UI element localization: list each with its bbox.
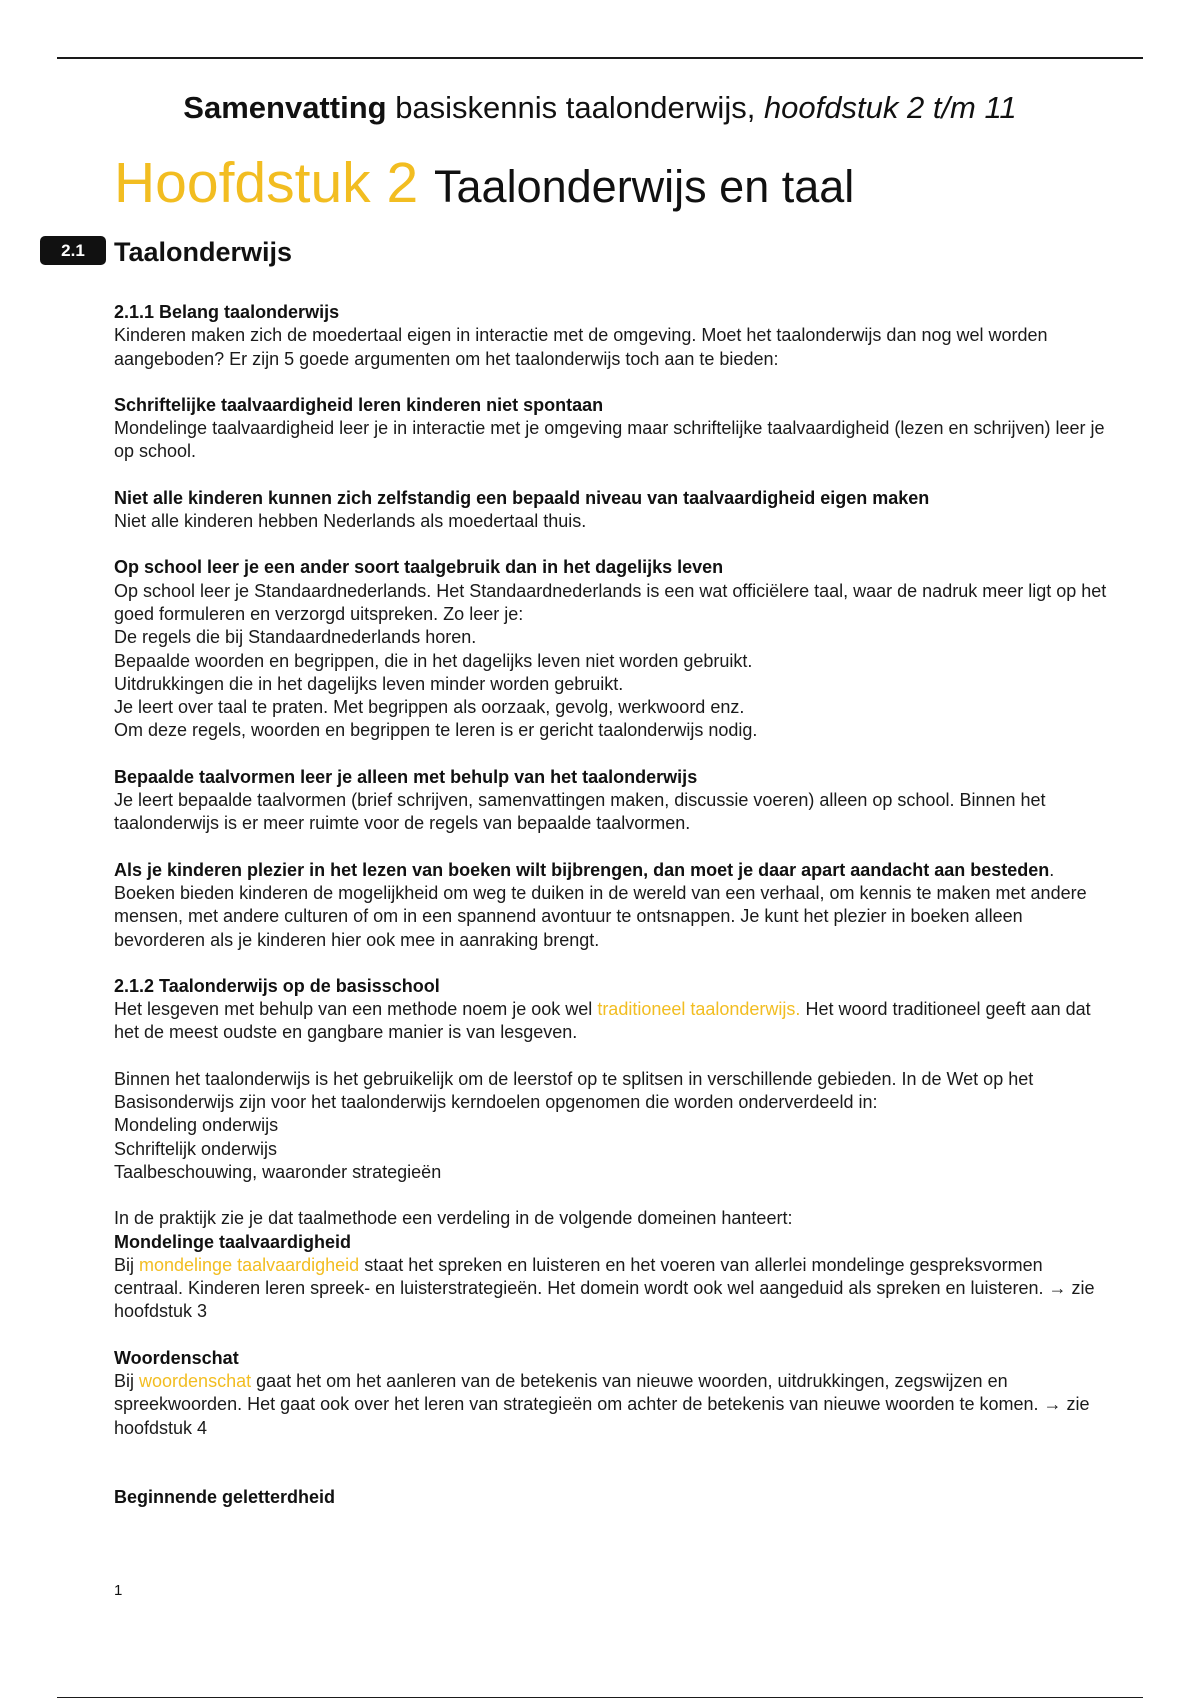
list-item: Om deze regels, woorden en begrippen te leren is er gericht taalonderwijs nodig. (114, 720, 758, 741)
list-item: Schriftelijk onderwijs (114, 1138, 278, 1159)
paragraph: Je leert bepaalde taalvormen (brief schrijven, samenvattingen maken, discussie voeren) alleen op school. Binnen het taalonderwijs is er meer ruimte voor de regels van bepaalde taalvormen. (114, 790, 1046, 834)
section-number-badge: 2.1 (40, 236, 106, 265)
list-item: Je leert over taal te praten. Met begrippen als oorzaak, gevolg, werkwoord enz. (114, 697, 745, 718)
text-run: Bij (114, 1370, 140, 1391)
bottom-rule (57, 1697, 1143, 1698)
argument-heading: Schriftelijke taalvaardigheid leren kinderen niet spontaan (114, 394, 604, 415)
argument-heading: Niet alle kinderen kunnen zich zelfstandig een bepaald niveau van taalvaardigheid eigen maken (114, 487, 930, 508)
list-item: De regels die bij Standaardnederlands horen. (114, 627, 477, 648)
paragraph (114, 1254, 1114, 1324)
text-run: gaat het om het aanleren van de betekenis van nieuwe woorden, uitdrukkingen, zegswijzen en spreekwoorden. Het gaat ook over het leren van strategieën om achter de betekenis van nieuwe woorden te komen. → zie hoofdstuk 4 (114, 1370, 1090, 1438)
domain-heading: Beginnende geletterdheid (114, 1486, 336, 1507)
highlight-term: mondelinge taalvaardigheid (139, 1254, 360, 1275)
domain-heading: Woordenschat (114, 1347, 239, 1368)
text-run: Het lesgeven met behulp van een methode noem je ook wel (114, 999, 598, 1020)
section-title: Taalonderwijs (114, 237, 293, 267)
highlight-term: woordenschat (139, 1370, 252, 1391)
subsection-heading: 2.1.2 Taalonderwijs op de basisschool (114, 975, 440, 996)
paragraph: Kinderen maken zich de moedertaal eigen in interactie met de omgeving. Moet het taalonderwijs dan nog wel worden aangeboden? Er zijn 5 goede argumenten om het taalonderwijs toch aan te bieden: (114, 325, 1048, 369)
argument-heading: Bepaalde taalvormen leer je alleen met behulp van het taalonderwijs (114, 766, 698, 787)
domain-heading: Mondelinge taalvaardigheid (114, 1231, 352, 1252)
list-item: Bepaalde woorden en begrippen, die in het dagelijks leven niet worden gebruikt. (114, 650, 753, 671)
list-item: Mondeling onderwijs (114, 1115, 279, 1136)
paragraph: Niet alle kinderen hebben Nederlands als moedertaal thuis. (114, 511, 587, 532)
top-rule (57, 57, 1143, 59)
document-body (114, 301, 1114, 1509)
paragraph: Op school leer je Standaardnederlands. Het Standaardnederlands is een wat officiëlere taal, waar de nadruk meer ligt op het goed formuleren en verzorgd uitspreken. Zo leer je: (114, 580, 1107, 624)
text-run: staat het spreken en luisteren en het voeren van allerlei mondelinge gespreksvormen centraal. Kinderen leren spreek- en luisterstrategieën. Het domein wordt ook wel aangeduid als spreken en luisteren. → zie hoofdstuk 3 (114, 1254, 1095, 1322)
chapter-title: Taalonderwijs en taal (434, 161, 855, 212)
list-item: Taalbeschouwing, waaronder strategieën (114, 1161, 442, 1182)
title-italic: hoofdstuk 2 t/m 11 (763, 90, 1017, 125)
chapter-number: Hoofdstuk 2 (114, 151, 419, 215)
paragraph: Binnen het taalonderwijs is het gebruikelijk om de leerstof op te splitsen in verschillende gebieden. In de Wet op het Basisonderwijs zijn voor het taalonderwijs kerndoelen opgenomen die worden onderverdeeld in: (114, 1068, 1034, 1113)
chapter-heading (114, 150, 854, 216)
argument-heading-wrap (114, 859, 1114, 882)
argument-heading: Als je kinderen plezier in het lezen van boeken wilt bijbrengen, dan moet je daar apart aandacht aan besteden (114, 859, 1050, 880)
heading-period: . (1049, 859, 1055, 880)
paragraph (114, 1370, 1114, 1440)
argument-heading: Op school leer je een ander soort taalgebruik dan in het dagelijks leven (114, 557, 724, 578)
title-regular: basiskennis taalonderwijs, (386, 90, 764, 125)
title-bold: Samenvatting (183, 90, 387, 125)
paragraph: Mondelinge taalvaardigheid leer je in interactie met je omgeving maar schriftelijke taalvaardigheid (lezen en schrijven) leer je op school. (114, 418, 1105, 462)
paragraph: In de praktijk zie je dat taalmethode een verdeling in de volgende domeinen hanteert: (114, 1208, 793, 1229)
paragraph (114, 998, 1114, 1045)
page-number: 1 (114, 1582, 123, 1599)
subsection-heading: 2.1.1 Belang taalonderwijs (114, 302, 340, 322)
highlight-term: traditioneel taalonderwijs. (597, 999, 801, 1020)
text-run: Het woord traditioneel geeft aan dat het de meest oudste en gangbare manier is van lesgeven. (114, 999, 1091, 1043)
text-run: Bij (114, 1254, 140, 1275)
list-item: Uitdrukkingen die in het dagelijks leven minder worden gebruikt. (114, 673, 624, 694)
document-title (0, 90, 1200, 126)
paragraph: Boeken bieden kinderen de mogelijkheid om weg te duiken in de wereld van een verhaal, om kennis te maken met andere mensen, met andere culturen of om in een spannend avontuur te ontsnappen. Je kunt het plezier in boeken alleen bevorderen als je kinderen hier ook mee in aanraking brengt. (114, 882, 1087, 950)
